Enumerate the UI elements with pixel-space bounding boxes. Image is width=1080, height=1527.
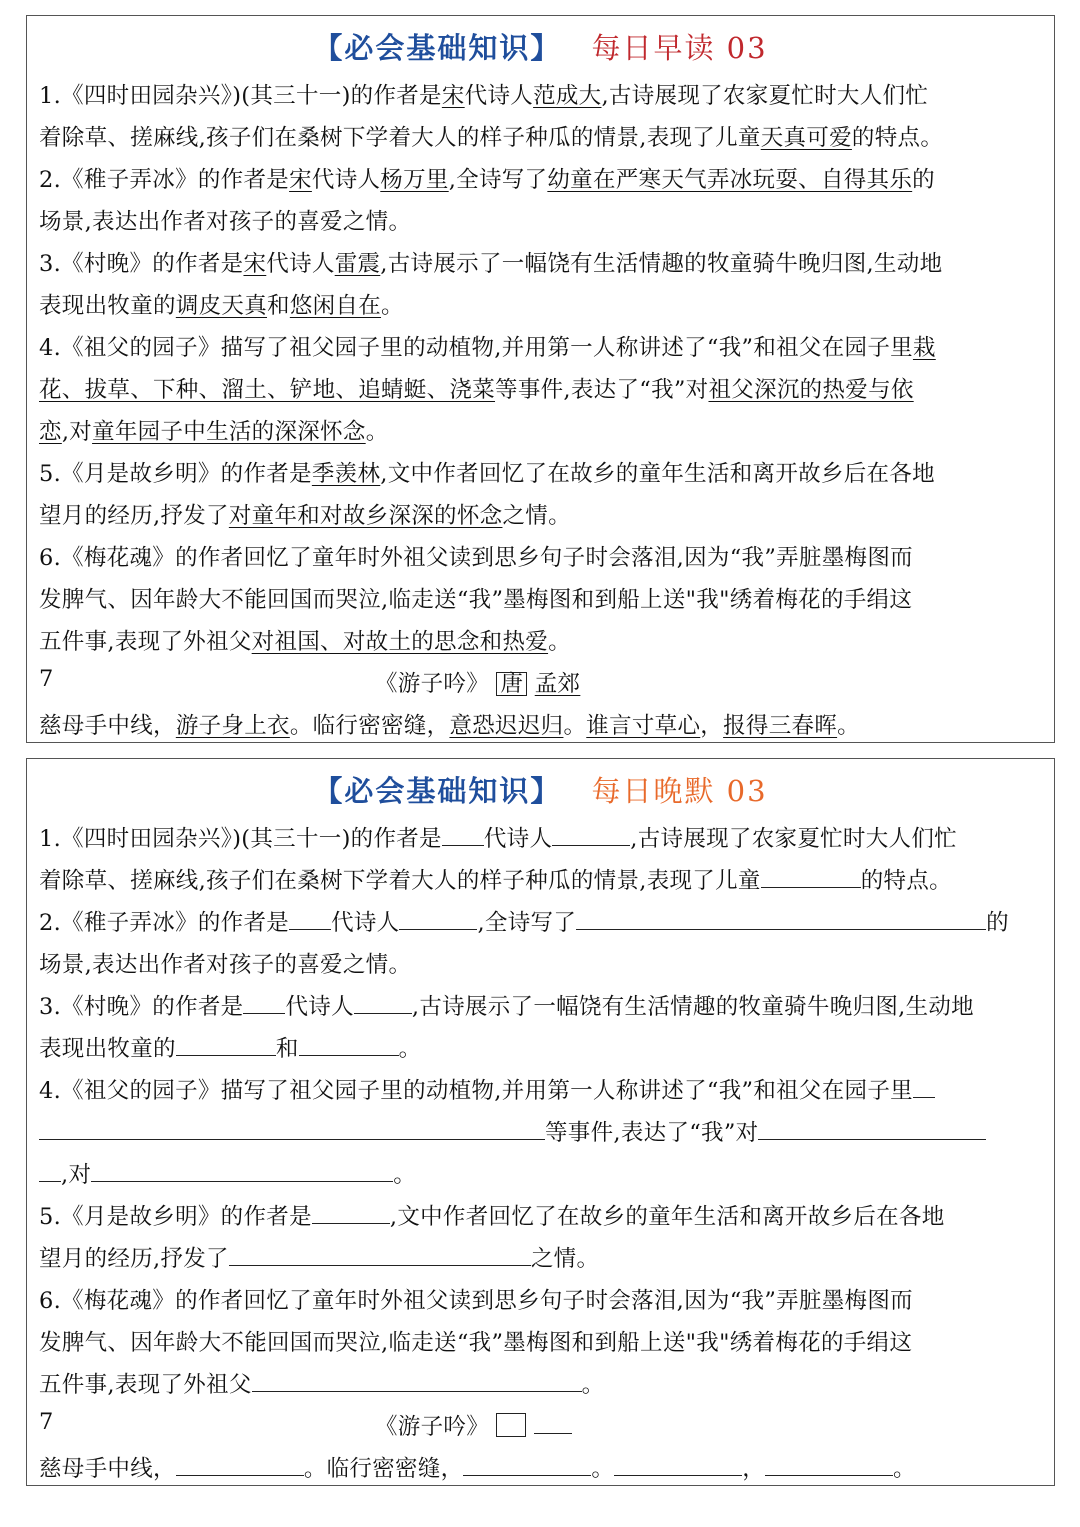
line-16: 慈母手中线，游子身上衣。临行密密缝，意恐迟迟归。谁言寸草心，报得三春晖。 bbox=[39, 713, 860, 739]
line-5: 3.《村晚》的作者是 代诗人 ,古诗展示了一幅饶有生活情趣的牧童骑牛晚归图,生动地 bbox=[39, 994, 974, 1020]
line-7: 4.《祖父的园子》描写了祖父园子里的动植物,并用第一人称讲述了“我”和祖父在园子里 bbox=[39, 1073, 935, 1105]
line-6: 表现出牧童的调皮天真和悠闲自在。 bbox=[39, 293, 404, 319]
blank[interactable] bbox=[39, 1161, 61, 1182]
blank[interactable] bbox=[758, 1119, 986, 1140]
poem-heading: 《游子吟》 bbox=[375, 1409, 572, 1441]
title-label: 【必会基础知识】 bbox=[313, 774, 562, 808]
line-15: 7 bbox=[39, 1409, 54, 1435]
blank[interactable] bbox=[312, 1203, 390, 1224]
poem-heading: 《游子吟》 唐 孟郊 bbox=[375, 671, 581, 697]
blank[interactable] bbox=[299, 1035, 399, 1056]
blank[interactable] bbox=[91, 1161, 393, 1182]
line-13: 发脾气、因年龄大不能回国而哭泣,临走送“我”墨梅图和到船上送"我"绣着梅花的手绢这 bbox=[39, 1330, 913, 1356]
evening-dictation-panel bbox=[26, 758, 1055, 1486]
title-subtitle: 每日晚默 03 bbox=[591, 774, 768, 808]
line-15: 7 bbox=[39, 666, 54, 692]
line-11: 望月的经历,抒发了对童年和对故乡深深的怀念之情。 bbox=[39, 503, 571, 529]
line-4: 场景,表达出作者对孩子的喜爱之情。 bbox=[39, 209, 412, 235]
blank[interactable] bbox=[176, 1035, 276, 1056]
blank[interactable] bbox=[252, 1371, 582, 1392]
line-8: 花、拔草、下种、溜土、铲地、追蜻蜓、浇菜等事件,表达了“我”对祖父深沉的热爱与依 bbox=[39, 377, 914, 403]
blank[interactable] bbox=[176, 1455, 304, 1476]
line-2: 着除草、搓麻线,孩子们在桑树下学着大人的样子种瓜的情景,表现了儿童 的特点。 bbox=[39, 868, 952, 894]
line-1: 1.《四时田园杂兴》)(其三十一)的作者是 代诗人 ,古诗展现了农家夏忙时大人们忙 bbox=[39, 826, 957, 852]
line-9: ,对 。 bbox=[39, 1157, 416, 1189]
line-4: 场景,表达出作者对孩子的喜爱之情。 bbox=[39, 952, 412, 978]
blank[interactable] bbox=[576, 909, 986, 930]
blank[interactable] bbox=[229, 1245, 531, 1266]
blank[interactable] bbox=[765, 1455, 893, 1476]
line-3: 2.《稚子弄冰》的作者是 代诗人 ,全诗写了 的 bbox=[39, 910, 1009, 936]
blank[interactable] bbox=[552, 825, 630, 846]
title-subtitle: 每日早读 03 bbox=[591, 31, 768, 65]
line-11: 望月的经历,抒发了 之情。 bbox=[39, 1246, 600, 1272]
dynasty-box[interactable] bbox=[496, 1413, 526, 1437]
blank[interactable] bbox=[463, 1455, 591, 1476]
line-7: 4.《祖父的园子》描写了祖父园子里的动植物,并用第一人称讲述了“我”和祖父在园子里栽 bbox=[39, 335, 936, 361]
line-12: 6.《梅花魂》的作者回忆了童年时外祖父读到思乡句子时会落泪,因为“我”弄脏墨梅图而 bbox=[39, 545, 913, 571]
line-10: 5.《月是故乡明》的作者是季羡林,文中作者回忆了在故乡的童年生活和离开故乡后在各地 bbox=[39, 461, 935, 487]
blank[interactable] bbox=[243, 993, 285, 1014]
line-10: 5.《月是故乡明》的作者是 ,文中作者回忆了在故乡的童年生活和离开故乡后在各地 bbox=[39, 1204, 945, 1230]
line-9: 恋,对童年园子中生活的深深怀念。 bbox=[39, 419, 389, 445]
blank[interactable] bbox=[289, 909, 331, 930]
line-16: 慈母手中线， 。临行密密缝， 。 ， 。 bbox=[39, 1456, 916, 1482]
line-1: 1.《四时田园杂兴》)(其三十一)的作者是宋代诗人范成大,古诗展现了农家夏忙时大人们忙 bbox=[39, 83, 929, 109]
title-label: 【必会基础知识】 bbox=[313, 31, 562, 65]
blank[interactable] bbox=[442, 825, 484, 846]
line-6: 表现出牧童的 和 。 bbox=[39, 1036, 422, 1062]
line-5: 3.《村晚》的作者是宋代诗人雷震,古诗展示了一幅饶有生活情趣的牧童骑牛晚归图,生动地 bbox=[39, 251, 943, 277]
line-12: 6.《梅花魂》的作者回忆了童年时外祖父读到思乡句子时会落泪,因为“我”弄脏墨梅图而 bbox=[39, 1288, 913, 1314]
evening-title bbox=[27, 769, 1054, 810]
blank[interactable] bbox=[354, 993, 412, 1014]
blank[interactable] bbox=[913, 1077, 935, 1098]
line-14: 五件事,表现了外祖父对祖国、对故土的思念和热爱。 bbox=[39, 629, 571, 655]
line-13: 发脾气、因年龄大不能回国而哭泣,临走送“我”墨梅图和到船上送"我"绣着梅花的手绢这 bbox=[39, 587, 913, 613]
blank[interactable] bbox=[761, 867, 861, 888]
morning-title bbox=[27, 26, 1054, 67]
blank[interactable] bbox=[614, 1455, 742, 1476]
line-14: 五件事,表现了外祖父 。 bbox=[39, 1372, 605, 1398]
line-3: 2.《稚子弄冰》的作者是宋代诗人杨万里,全诗写了幼童在严寒天气弄冰玩耍、自得其乐的 bbox=[39, 167, 935, 193]
blank[interactable] bbox=[534, 1413, 572, 1434]
blank[interactable] bbox=[39, 1119, 545, 1140]
line-2: 着除草、搓麻线,孩子们在桑树下学着大人的样子种瓜的情景,表现了儿童天真可爱的特点。 bbox=[39, 125, 944, 151]
line-8: 等事件,表达了“我”对 bbox=[39, 1115, 986, 1147]
morning-reading-panel bbox=[26, 15, 1055, 743]
dynasty-box: 唐 bbox=[496, 672, 527, 696]
blank[interactable] bbox=[399, 909, 477, 930]
